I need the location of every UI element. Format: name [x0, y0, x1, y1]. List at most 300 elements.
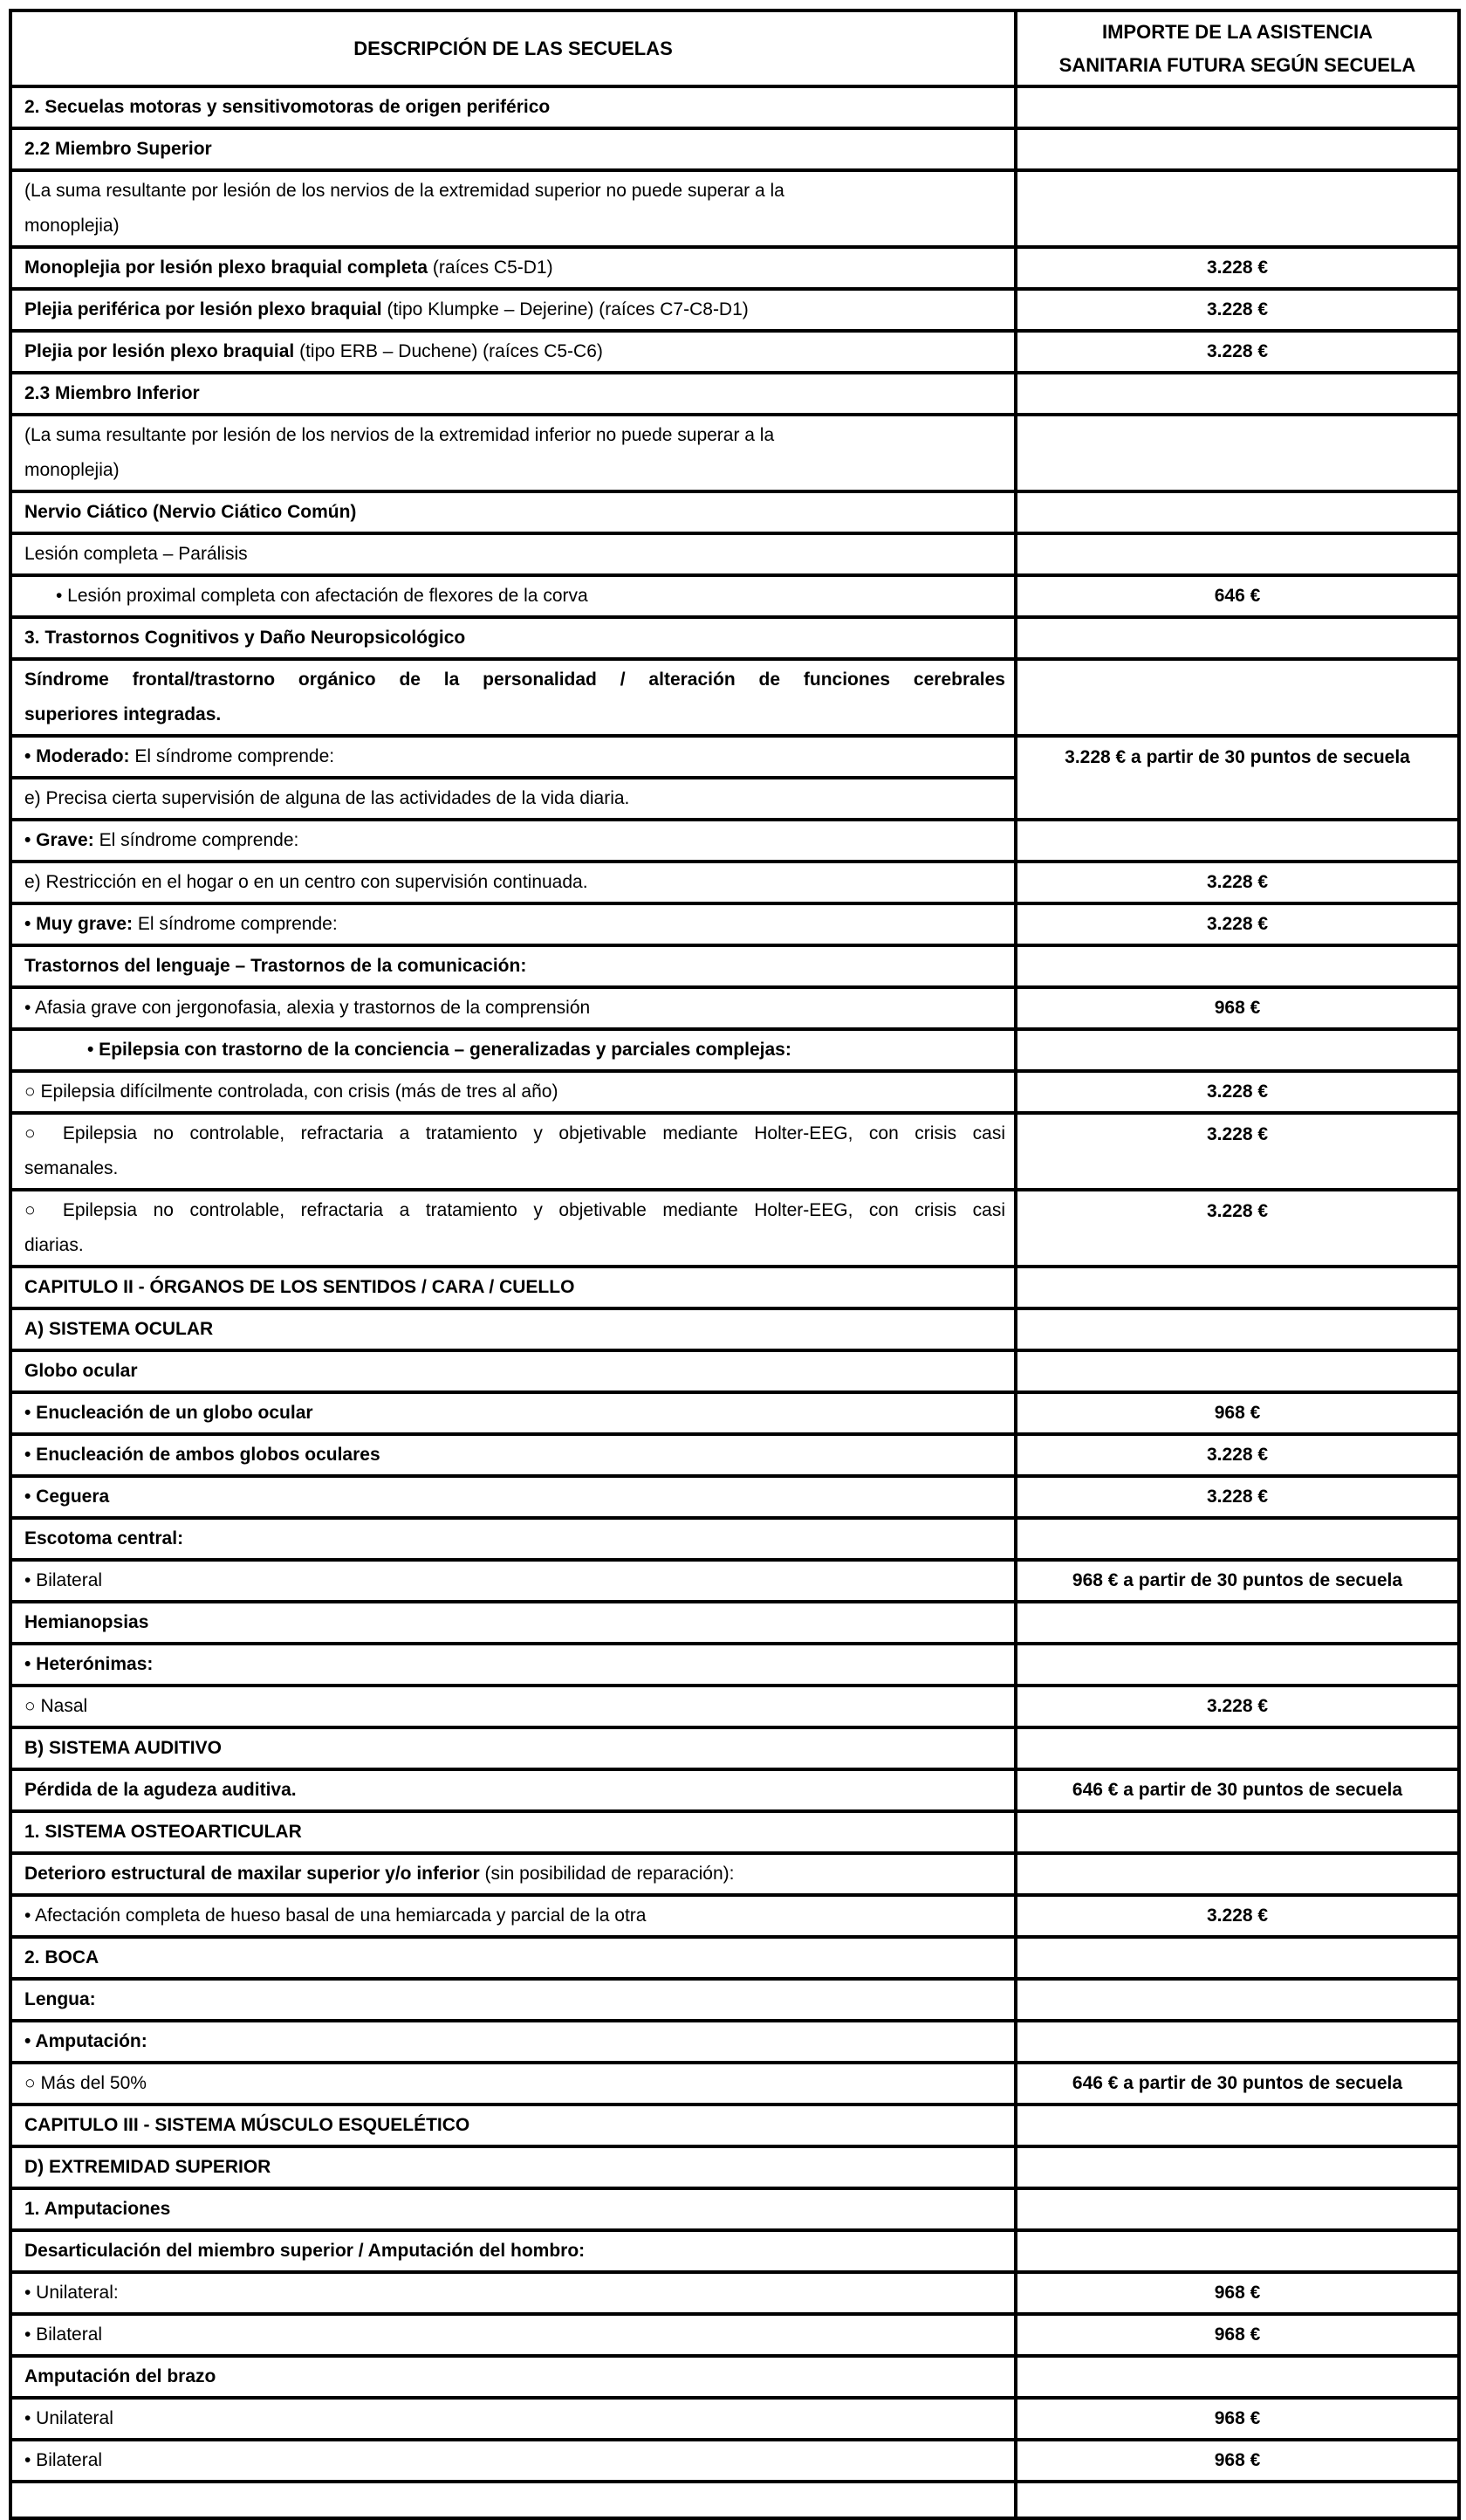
table-row	[10, 2482, 1459, 2518]
importe-value-cell	[1016, 1518, 1459, 1560]
secuela-description-line	[56, 579, 1005, 614]
secuela-description-cell	[10, 1769, 1016, 1811]
secuela-description-text: ○ Epilepsia difícilmente controlada, con crisis (más de tres al año)	[24, 1081, 558, 1102]
importe-value-cell	[1016, 1727, 1459, 1769]
secuela-description-cell	[10, 128, 1016, 170]
secuela-description-line: superiores integradas.	[24, 704, 222, 724]
secuela-description-bold-text: • Muy grave:	[24, 914, 134, 934]
secuela-description-line	[24, 292, 1005, 327]
secuela-description-cell	[10, 170, 1016, 247]
secuela-description-line	[24, 1312, 1005, 1347]
secuela-description-cell	[10, 903, 1016, 945]
importe-value-cell	[1016, 331, 1459, 373]
secuela-description-cell	[10, 987, 1016, 1029]
secuela-description-bold-text: • Enucleación de un globo ocular	[24, 1403, 313, 1423]
secuela-description-bold-text: • Heterónimas:	[24, 1654, 154, 1674]
secuela-description-line	[24, 1396, 1005, 1431]
secuela-description-line	[24, 1075, 1005, 1109]
secuela-description-text: ○ Epilepsia no controlable, refractaria a tratamiento y objetivable mediante Holter-EEG, con crisis casi	[24, 1200, 1005, 1220]
secuela-description-cell	[10, 415, 1016, 491]
table-row	[10, 533, 1459, 575]
importe-value-cell	[1016, 1644, 1459, 1686]
table-row	[10, 2105, 1459, 2146]
secuela-description-line	[24, 2024, 1005, 2059]
secuela-description-line	[24, 663, 1005, 697]
secuela-description-cell	[10, 736, 1016, 778]
secuela-description-line	[24, 251, 1005, 285]
secuela-description-line	[24, 781, 1005, 816]
secuela-description-text: (La suma resultante por lesión de los nervios de la extremidad superior no puede superar a la	[24, 181, 784, 201]
importe-value-cell	[1016, 128, 1459, 170]
table-row	[10, 2398, 1459, 2440]
secuela-description-line	[24, 1731, 1005, 1766]
importe-value-cell	[1016, 1392, 1459, 1434]
importe-value-cell	[1016, 1853, 1459, 1895]
table-header	[10, 10, 1459, 86]
table-row	[10, 1727, 1459, 1769]
secuela-description-cell	[10, 1644, 1016, 1686]
importe-value-cell	[1016, 862, 1459, 903]
importe-value-cell	[1016, 170, 1459, 247]
secuela-description-line	[24, 1647, 1005, 1682]
importe-value-cell	[1016, 1029, 1459, 1071]
importe-value-cell	[1016, 1308, 1459, 1350]
secuela-description-bold-text: Nervio Ciático (Nervio Ciático Común)	[24, 502, 357, 522]
secuela-description-line	[24, 2192, 1005, 2227]
secuela-description-bold-text: 2. BOCA	[24, 1947, 99, 1967]
secuela-description-line	[24, 823, 1005, 858]
secuela-description-line	[24, 1521, 1005, 1556]
secuela-description-bold-text: 1. Amputaciones	[24, 2199, 171, 2219]
table-row	[10, 1602, 1459, 1644]
secuela-description-line	[24, 2234, 1005, 2269]
secuela-description-bold-text: Deterioro estructural de maxilar superior y/o inferior	[24, 1864, 480, 1884]
secuela-description-line	[24, 132, 1005, 167]
secuela-description-bold-text: Lengua:	[24, 1989, 96, 2009]
secuela-description-bold-text: Plejia periférica por lesión plexo braquial	[24, 299, 382, 319]
table-row	[10, 1853, 1459, 1895]
secuela-description-bold-text: CAPITULO III - SISTEMA MÚSCULO ESQUELÉTICO	[24, 2115, 470, 2135]
secuela-description-bold-text: • Ceguera	[24, 1487, 110, 1507]
importe-value-cell	[1016, 2440, 1459, 2482]
importe-value-cell	[1016, 945, 1459, 987]
secuela-description-cell	[10, 1308, 1016, 1350]
secuela-description-cell	[10, 2105, 1016, 2146]
table-row	[10, 2063, 1459, 2105]
secuela-description-line	[24, 1480, 1005, 1514]
importe-value-cell	[1016, 1686, 1459, 1727]
table-row	[10, 820, 1459, 862]
secuela-description-cell	[10, 533, 1016, 575]
table-row	[10, 1308, 1459, 1350]
table-row	[10, 1811, 1459, 1853]
table-row	[10, 1434, 1459, 1476]
secuela-description-cell	[10, 1190, 1016, 1267]
secuela-description-text: (raíces C5-D1)	[428, 257, 553, 278]
secuela-description-line	[24, 1563, 1005, 1598]
importe-value-cell	[1016, 1434, 1459, 1476]
secuela-description-line	[24, 991, 1005, 1026]
secuela-description-cell	[10, 491, 1016, 533]
importe-value-cell	[1016, 2482, 1459, 2518]
table-row	[10, 1979, 1459, 2021]
table-row	[10, 1071, 1459, 1113]
importe-value-text: 968 € a partir de 30 puntos de secuela	[1072, 1570, 1403, 1590]
table-row	[10, 128, 1459, 170]
secuela-description-cell	[10, 2146, 1016, 2188]
secuela-description-text: • Afasia grave con jergonofasia, alexia y trastornos de la comprensión	[24, 998, 591, 1018]
secuela-description-line	[24, 2317, 1005, 2352]
col-header-importe	[1016, 10, 1459, 86]
importe-value-text: 968 €	[1214, 2408, 1261, 2428]
secuela-description-cell	[10, 2188, 1016, 2230]
importe-value-text: 3.228 €	[1206, 1201, 1269, 1221]
table-row	[10, 1644, 1459, 1686]
secuela-description-text: e) Precisa cierta supervisión de alguna de las actividades de la vida diaria.	[24, 788, 630, 808]
table-body	[10, 86, 1459, 2518]
secuela-description-cell	[10, 2398, 1016, 2440]
importe-value-cell	[1016, 1937, 1459, 1979]
secuela-description-line	[24, 949, 1005, 984]
importe-value-cell	[1016, 1602, 1459, 1644]
secuela-description-line	[24, 2443, 1005, 2478]
importe-value-text: 968 €	[1214, 2283, 1261, 2303]
importe-value-cell	[1016, 2146, 1459, 2188]
table-row	[10, 659, 1459, 736]
secuela-description-bold-text: Monoplejia por lesión plexo braquial completa	[24, 257, 428, 278]
importe-value-cell	[1016, 575, 1459, 617]
table-row	[10, 945, 1459, 987]
secuela-description-text: (sin posibilidad de reparación):	[479, 1864, 735, 1884]
secuela-description-text: ○ Epilepsia no controlable, refractaria a tratamiento y objetivable mediante Holter-EEG, con crisis casi	[24, 1123, 1005, 1143]
table-row	[10, 331, 1459, 373]
secuela-description-line	[24, 739, 1005, 774]
secuela-description-line	[24, 621, 1005, 656]
secuela-description-text: • Lesión proximal completa con afectación de flexores de la corva	[56, 586, 588, 606]
importe-value-cell	[1016, 373, 1459, 415]
importe-value-text: 3.228 €	[1206, 1905, 1269, 1926]
header-row	[10, 10, 1459, 86]
table-row	[10, 2021, 1459, 2063]
secuela-description-line	[24, 2401, 1005, 2436]
secuela-description-bold-text: Pérdida de la agudeza auditiva.	[24, 1780, 297, 1800]
secuela-description-line	[24, 2066, 1005, 2101]
table-row	[10, 1113, 1459, 1190]
secuela-description-bold-text: CAPITULO II - ÓRGANOS DE LOS SENTIDOS / CARA / CUELLO	[24, 1277, 575, 1297]
secuela-description-line	[24, 907, 1005, 942]
importe-value-cell	[1016, 1811, 1459, 1853]
table-row	[10, 2146, 1459, 2188]
table-row	[10, 1937, 1459, 1979]
secuela-description-cell	[10, 2482, 1016, 2518]
table-row	[10, 1686, 1459, 1727]
table-row	[10, 86, 1459, 128]
importe-value-text: 3.228 €	[1206, 1487, 1269, 1507]
table-row	[10, 1476, 1459, 1518]
secuela-description-text: (La suma resultante por lesión de los nervios de la extremidad inferior no puede superar a la	[24, 425, 775, 445]
table-row	[10, 575, 1459, 617]
secuela-description-cell	[10, 2314, 1016, 2356]
secuela-description-cell	[10, 1895, 1016, 1937]
secuela-description-line	[24, 537, 1005, 572]
secuela-description-cell	[10, 331, 1016, 373]
importe-value-cell	[1016, 2398, 1459, 2440]
importe-value-cell	[1016, 736, 1459, 820]
table-row	[10, 1560, 1459, 1602]
col-header-descripcion-label: DESCRIPCIÓN DE LAS SECUELAS	[353, 37, 673, 59]
table-row	[10, 2440, 1459, 2482]
importe-value-cell	[1016, 2356, 1459, 2398]
importe-value-cell	[1016, 903, 1459, 945]
secuela-description-line	[24, 418, 1005, 453]
importe-value-cell	[1016, 415, 1459, 491]
importe-value-cell	[1016, 533, 1459, 575]
importe-value-cell	[1016, 1113, 1459, 1190]
secuela-description-cell	[10, 86, 1016, 128]
secuela-description-text: El síndrome comprende:	[129, 746, 335, 766]
secuela-description-bold-text: B) SISTEMA AUDITIVO	[24, 1738, 222, 1758]
secuela-description-cell	[10, 945, 1016, 987]
secuela-description-line	[24, 495, 1005, 530]
importe-value-text: 3.228 €	[1206, 1124, 1269, 1144]
table-row	[10, 736, 1459, 778]
table-row	[10, 1350, 1459, 1392]
table-row	[10, 2188, 1459, 2230]
secuela-description-bold-text: 3. Trastornos Cognitivos y Daño Neuropsicológico	[24, 628, 466, 648]
table-row	[10, 1392, 1459, 1434]
secuela-description-line	[24, 174, 1005, 209]
secuela-description-bold-text: • Amputación:	[24, 2031, 147, 2051]
secuela-description-bold-text: A) SISTEMA OCULAR	[24, 1319, 214, 1339]
secuela-description-line	[24, 334, 1005, 369]
importe-value-text: 3.228 €	[1206, 1445, 1269, 1465]
secuela-description-cell	[10, 617, 1016, 659]
secuela-description-bold-text: • Enucleación de ambos globos oculares	[24, 1445, 380, 1465]
secuela-description-cell	[10, 1560, 1016, 1602]
secuela-description-cell	[10, 1979, 1016, 2021]
importe-value-cell	[1016, 987, 1459, 1029]
secuela-description-line	[24, 1857, 1005, 1892]
secuela-description-line: diarias.	[24, 1235, 84, 1255]
secuela-description-line	[24, 1982, 1005, 2017]
importe-value-cell	[1016, 617, 1459, 659]
secuela-description-line	[24, 90, 1005, 125]
table-row	[10, 170, 1459, 247]
importe-value-cell	[1016, 2021, 1459, 2063]
table-row	[10, 2314, 1459, 2356]
importe-value-cell	[1016, 491, 1459, 533]
table-row	[10, 987, 1459, 1029]
secuela-description-cell	[10, 2440, 1016, 2482]
secuela-description-line	[24, 1438, 1005, 1473]
importe-value-cell	[1016, 1190, 1459, 1267]
table-row	[10, 2272, 1459, 2314]
secuela-description-bold-text: • Grave:	[24, 830, 94, 850]
col-header-importe-line1: IMPORTE DE LA ASISTENCIA	[1101, 20, 1374, 43]
importe-value-text: 3.228 €	[1206, 299, 1269, 319]
secuela-description-cell	[10, 2356, 1016, 2398]
secuela-description-cell	[10, 1071, 1016, 1113]
secuela-description-line: monoplejia)	[24, 460, 120, 480]
secuela-description-bold-text: 2.2 Miembro Superior	[24, 139, 212, 159]
secuela-description-bold-text: Globo ocular	[24, 1361, 138, 1381]
importe-value-cell	[1016, 2272, 1459, 2314]
secuela-description-text: ○ Más del 50%	[24, 2073, 147, 2093]
secuela-description-cell	[10, 247, 1016, 289]
importe-value-cell	[1016, 659, 1459, 736]
importe-value-cell	[1016, 1267, 1459, 1308]
importe-value-cell	[1016, 2188, 1459, 2230]
importe-value-cell	[1016, 1895, 1459, 1937]
importe-value-text: 3.228 €	[1206, 872, 1269, 892]
secuela-description-line	[24, 2276, 1005, 2311]
secuela-description-bold-text: 1. SISTEMA OSTEOARTICULAR	[24, 1822, 302, 1842]
importe-value-cell	[1016, 1979, 1459, 2021]
importe-value-cell	[1016, 1350, 1459, 1392]
secuela-description-cell	[10, 1113, 1016, 1190]
secuela-description-line	[24, 2150, 1005, 2185]
secuela-description-cell	[10, 1267, 1016, 1308]
importe-value-text: 646 € a partir de 30 puntos de secuela	[1072, 1780, 1403, 1800]
secuela-description-line	[24, 2359, 1005, 2394]
secuela-description-line	[24, 1899, 1005, 1933]
secuela-description-cell	[10, 1937, 1016, 1979]
secuela-description-line	[24, 1354, 1005, 1389]
secuela-description-cell	[10, 1602, 1016, 1644]
secuela-description-line	[24, 1773, 1005, 1808]
secuela-description-line: monoplejia)	[24, 216, 120, 236]
importe-value-cell	[1016, 2063, 1459, 2105]
importe-value-cell	[1016, 820, 1459, 862]
importe-value-text: 3.228 €	[1206, 1696, 1269, 1716]
table-row	[10, 1895, 1459, 1937]
secuela-description-cell	[10, 1476, 1016, 1518]
secuela-description-text: (tipo Klumpke – Dejerine) (raíces C7-C8-D1)	[381, 299, 749, 319]
importe-value-cell	[1016, 289, 1459, 331]
secuela-description-bold-text: Desarticulación del miembro superior / Amputación del hombro:	[24, 2241, 586, 2261]
importe-value-cell	[1016, 1769, 1459, 1811]
secuela-description-cell	[10, 1811, 1016, 1853]
table-row	[10, 2356, 1459, 2398]
secuela-description-line: semanales.	[24, 1158, 119, 1178]
secuela-description-line	[24, 1689, 1005, 1724]
secuela-description-bold-text: Escotoma central:	[24, 1528, 184, 1548]
secuela-description-text: Lesión completa – Parálisis	[24, 544, 248, 564]
importe-value-cell	[1016, 86, 1459, 128]
table-row	[10, 373, 1459, 415]
secuela-description-bold-text: 2.3 Miembro Inferior	[24, 383, 200, 403]
secuela-description-line	[24, 1116, 1005, 1151]
importe-value-text: 646 €	[1214, 586, 1261, 606]
table-row	[10, 289, 1459, 331]
secuela-description-line	[87, 1033, 1005, 1068]
secuela-description-cell	[10, 1350, 1016, 1392]
importe-value-text: 646 € a partir de 30 puntos de secuela	[1072, 2073, 1403, 2093]
secuela-description-text: (tipo ERB – Duchene) (raíces C5-C6)	[294, 341, 603, 361]
table-row	[10, 1029, 1459, 1071]
secuela-description-cell	[10, 1853, 1016, 1895]
secuela-description-line	[24, 1605, 1005, 1640]
importe-value-cell	[1016, 247, 1459, 289]
table-row	[10, 1769, 1459, 1811]
importe-value-text: 968 €	[1214, 2324, 1261, 2345]
importe-value-text: 3.228 € a partir de 30 puntos de secuela	[1065, 747, 1410, 767]
col-header-importe-line2: SANITARIA FUTURA SEGÚN SECUELA	[1058, 53, 1416, 76]
secuela-description-cell	[10, 1392, 1016, 1434]
importe-value-cell	[1016, 2105, 1459, 2146]
secuela-description-text: • Unilateral	[24, 2408, 113, 2428]
importe-value-text: 3.228 €	[1206, 257, 1269, 278]
table-row	[10, 1267, 1459, 1308]
secuelas-table	[9, 9, 1461, 2520]
table-row	[10, 2230, 1459, 2272]
importe-value-cell	[1016, 1560, 1459, 1602]
importe-value-cell	[1016, 1476, 1459, 1518]
secuela-description-cell	[10, 373, 1016, 415]
secuela-description-text: • Unilateral:	[24, 2283, 119, 2303]
secuela-description-bold-text: Hemianopsias	[24, 1612, 149, 1632]
secuela-description-text: e) Restricción en el hogar o en un centro con supervisión continuada.	[24, 872, 588, 892]
col-header-descripcion	[10, 10, 1016, 86]
secuela-description-line	[24, 865, 1005, 900]
secuela-description-cell	[10, 575, 1016, 617]
secuela-description-line	[24, 1815, 1005, 1850]
importe-value-cell	[1016, 2314, 1459, 2356]
table-row	[10, 247, 1459, 289]
secuela-description-text: ○ Nasal	[24, 1696, 88, 1716]
secuela-description-cell	[10, 1727, 1016, 1769]
secuela-description-cell	[10, 2272, 1016, 2314]
secuela-description-line	[24, 1270, 1005, 1305]
secuela-description-bold-text: Trastornos del lenguaje – Trastornos de la comunicación:	[24, 956, 527, 976]
secuela-description-text: El síndrome comprende:	[133, 914, 338, 934]
secuela-description-bold-text: Amputación del brazo	[24, 2366, 216, 2386]
secuela-description-bold-text: • Epilepsia con trastorno de la conciencia – generalizadas y parciales complejas:	[87, 1040, 791, 1060]
secuela-description-cell	[10, 2021, 1016, 2063]
secuela-description-cell	[10, 1434, 1016, 1476]
secuela-description-text: • Afectación completa de hueso basal de una hemiarcada y parcial de la otra	[24, 1905, 647, 1926]
table-row	[10, 491, 1459, 533]
secuela-description-cell	[10, 1518, 1016, 1560]
importe-value-cell	[1016, 1071, 1459, 1113]
secuela-description-line	[24, 1193, 1005, 1228]
secuela-description-bold-text: Síndrome frontal/trastorno orgánico de la personalidad / alteración de funciones cerebrales	[24, 669, 1005, 690]
secuela-description-text: • Bilateral	[24, 2324, 103, 2345]
table-row	[10, 415, 1459, 491]
secuela-description-cell	[10, 862, 1016, 903]
secuela-description-bold-text: • Moderado:	[24, 746, 130, 766]
table-row	[10, 1190, 1459, 1267]
secuela-description-cell	[10, 2063, 1016, 2105]
table-row	[10, 903, 1459, 945]
importe-value-text: 968 €	[1214, 1403, 1261, 1423]
importe-value-text: 3.228 €	[1206, 341, 1269, 361]
secuela-description-line	[24, 376, 1005, 411]
importe-value-text: 3.228 €	[1206, 1081, 1269, 1102]
secuela-description-bold-text: D) EXTREMIDAD SUPERIOR	[24, 2157, 271, 2177]
table-row	[10, 1518, 1459, 1560]
secuela-description-cell	[10, 1686, 1016, 1727]
secuela-description-text: • Bilateral	[24, 2450, 103, 2470]
secuela-description-text: El síndrome comprende:	[93, 830, 299, 850]
importe-value-text: 968 €	[1214, 998, 1261, 1018]
secuela-description-cell	[10, 2230, 1016, 2272]
importe-value-text: 3.228 €	[1206, 914, 1269, 934]
table-row	[10, 862, 1459, 903]
importe-value-cell	[1016, 2230, 1459, 2272]
secuela-description-text: • Bilateral	[24, 1570, 103, 1590]
secuela-description-cell	[10, 1029, 1016, 1071]
